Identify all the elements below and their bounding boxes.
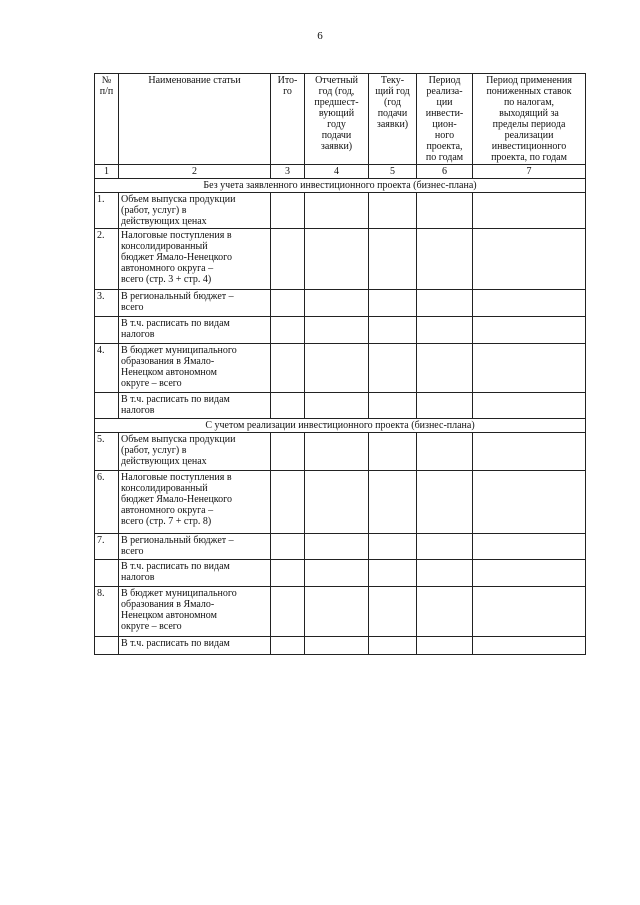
row-label: В т.ч. расписать по видам налогов [119, 317, 271, 344]
value-cell[interactable] [473, 193, 586, 229]
value-cell[interactable] [417, 193, 473, 229]
row-number [95, 637, 119, 655]
value-cell[interactable] [417, 471, 473, 534]
column-number: 5 [369, 165, 417, 179]
value-cell[interactable] [369, 637, 417, 655]
value-cell[interactable] [305, 290, 369, 317]
row-label: Объем выпуска продукции (работ, услуг) в действующих ценах [119, 433, 271, 471]
value-cell[interactable] [369, 393, 417, 419]
value-cell[interactable] [369, 317, 417, 344]
value-cell[interactable] [473, 471, 586, 534]
value-cell[interactable] [369, 560, 417, 587]
value-cell[interactable] [305, 317, 369, 344]
value-cell[interactable] [417, 344, 473, 393]
value-cell[interactable] [305, 471, 369, 534]
value-cell[interactable] [271, 534, 305, 560]
row-label: Налоговые поступления в консолидированный бюджет Ямало-Ненецкого автономного округа – всего (стр. 7 + стр. 8) [119, 471, 271, 534]
value-cell[interactable] [473, 317, 586, 344]
table-row [95, 393, 586, 419]
value-cell[interactable] [305, 560, 369, 587]
value-cell[interactable] [305, 393, 369, 419]
table-row [95, 637, 586, 655]
section-title: Без учета заявленного инвестиционного проекта (бизнес-плана) [95, 179, 586, 193]
column-number: 1 [95, 165, 119, 179]
value-cell[interactable] [369, 433, 417, 471]
tax-revenue-table [94, 73, 586, 655]
value-cell[interactable] [369, 471, 417, 534]
value-cell[interactable] [473, 560, 586, 587]
row-label: В т.ч. расписать по видам налогов [119, 560, 271, 587]
value-cell[interactable] [473, 290, 586, 317]
row-label: В региональный бюджет – всего [119, 290, 271, 317]
value-cell[interactable] [369, 587, 417, 637]
value-cell[interactable] [369, 193, 417, 229]
column-header: Наименование статьи [119, 74, 271, 165]
value-cell[interactable] [305, 433, 369, 471]
value-cell[interactable] [473, 393, 586, 419]
header-row [95, 74, 586, 165]
column-header: Период применения пониженных ставок по налогам, выходящий за пределы периода реализации инвестиционного проекта, по годам [473, 74, 586, 165]
row-number: 6. [95, 471, 119, 534]
row-label: В бюджет муниципального образования в Ямало- Ненецком автономном округе – всего [119, 344, 271, 393]
value-cell[interactable] [369, 344, 417, 393]
value-cell[interactable] [417, 433, 473, 471]
value-cell[interactable] [369, 534, 417, 560]
table-body [95, 179, 586, 655]
row-label: Объем выпуска продукции (работ, услуг) в действующих ценах [119, 193, 271, 229]
value-cell[interactable] [417, 290, 473, 317]
value-cell[interactable] [305, 229, 369, 290]
value-cell[interactable] [417, 317, 473, 344]
value-cell[interactable] [417, 229, 473, 290]
table-row [95, 587, 586, 637]
value-cell[interactable] [305, 534, 369, 560]
value-cell[interactable] [271, 317, 305, 344]
row-label: Налоговые поступления в консолидированный бюджет Ямало-Ненецкого автономного округа – всего (стр. 3 + стр. 4) [119, 229, 271, 290]
value-cell[interactable] [271, 290, 305, 317]
table-row [95, 344, 586, 393]
table-row [95, 229, 586, 290]
value-cell[interactable] [369, 290, 417, 317]
value-cell[interactable] [417, 587, 473, 637]
value-cell[interactable] [271, 433, 305, 471]
value-cell[interactable] [473, 344, 586, 393]
value-cell[interactable] [305, 587, 369, 637]
value-cell[interactable] [417, 534, 473, 560]
value-cell[interactable] [271, 587, 305, 637]
row-label: В т.ч. расписать по видам налогов [119, 393, 271, 419]
column-header: Период реализа- ции инвести- цион- ного проекта, по годам [417, 74, 473, 165]
table-row [95, 317, 586, 344]
table-row [95, 433, 586, 471]
value-cell[interactable] [271, 637, 305, 655]
section-title: С учетом реализации инвестиционного проекта (бизнес-плана) [95, 419, 586, 433]
value-cell[interactable] [271, 393, 305, 419]
column-number: 4 [305, 165, 369, 179]
value-cell[interactable] [417, 637, 473, 655]
value-cell[interactable] [271, 229, 305, 290]
column-header: № п/п [95, 74, 119, 165]
table-row [95, 560, 586, 587]
value-cell[interactable] [473, 229, 586, 290]
value-cell[interactable] [271, 344, 305, 393]
row-number [95, 393, 119, 419]
row-number: 3. [95, 290, 119, 317]
row-number [95, 317, 119, 344]
value-cell[interactable] [417, 560, 473, 587]
value-cell[interactable] [417, 393, 473, 419]
row-number: 1. [95, 193, 119, 229]
column-header: Ито- го [271, 74, 305, 165]
row-number: 7. [95, 534, 119, 560]
row-label: В т.ч. расписать по видам [119, 637, 271, 655]
section-header-row [95, 419, 586, 433]
value-cell[interactable] [271, 560, 305, 587]
column-header: Теку- щий год (год подачи заявки) [369, 74, 417, 165]
value-cell[interactable] [473, 433, 586, 471]
column-header: Отчетный год (год, предшест- вующий году подачи заявки) [305, 74, 369, 165]
column-number: 6 [417, 165, 473, 179]
value-cell[interactable] [473, 587, 586, 637]
column-number-row [95, 165, 586, 179]
value-cell[interactable] [271, 471, 305, 534]
column-number: 2 [119, 165, 271, 179]
value-cell[interactable] [271, 193, 305, 229]
table-row [95, 193, 586, 229]
row-number: 8. [95, 587, 119, 637]
value-cell[interactable] [305, 193, 369, 229]
table-row [95, 290, 586, 317]
row-number: 2. [95, 229, 119, 290]
row-number [95, 560, 119, 587]
column-number: 7 [473, 165, 586, 179]
table-row [95, 534, 586, 560]
value-cell[interactable] [305, 637, 369, 655]
value-cell[interactable] [305, 344, 369, 393]
section-header-row [95, 179, 586, 193]
value-cell[interactable] [473, 534, 586, 560]
row-label: В региональный бюджет – всего [119, 534, 271, 560]
row-label: В бюджет муниципального образования в Ямало- Ненецком автономном округе – всего [119, 587, 271, 637]
page-number: 6 [317, 30, 323, 42]
table-row [95, 471, 586, 534]
column-number: 3 [271, 165, 305, 179]
row-number: 5. [95, 433, 119, 471]
value-cell[interactable] [369, 229, 417, 290]
value-cell[interactable] [473, 637, 586, 655]
row-number: 4. [95, 344, 119, 393]
